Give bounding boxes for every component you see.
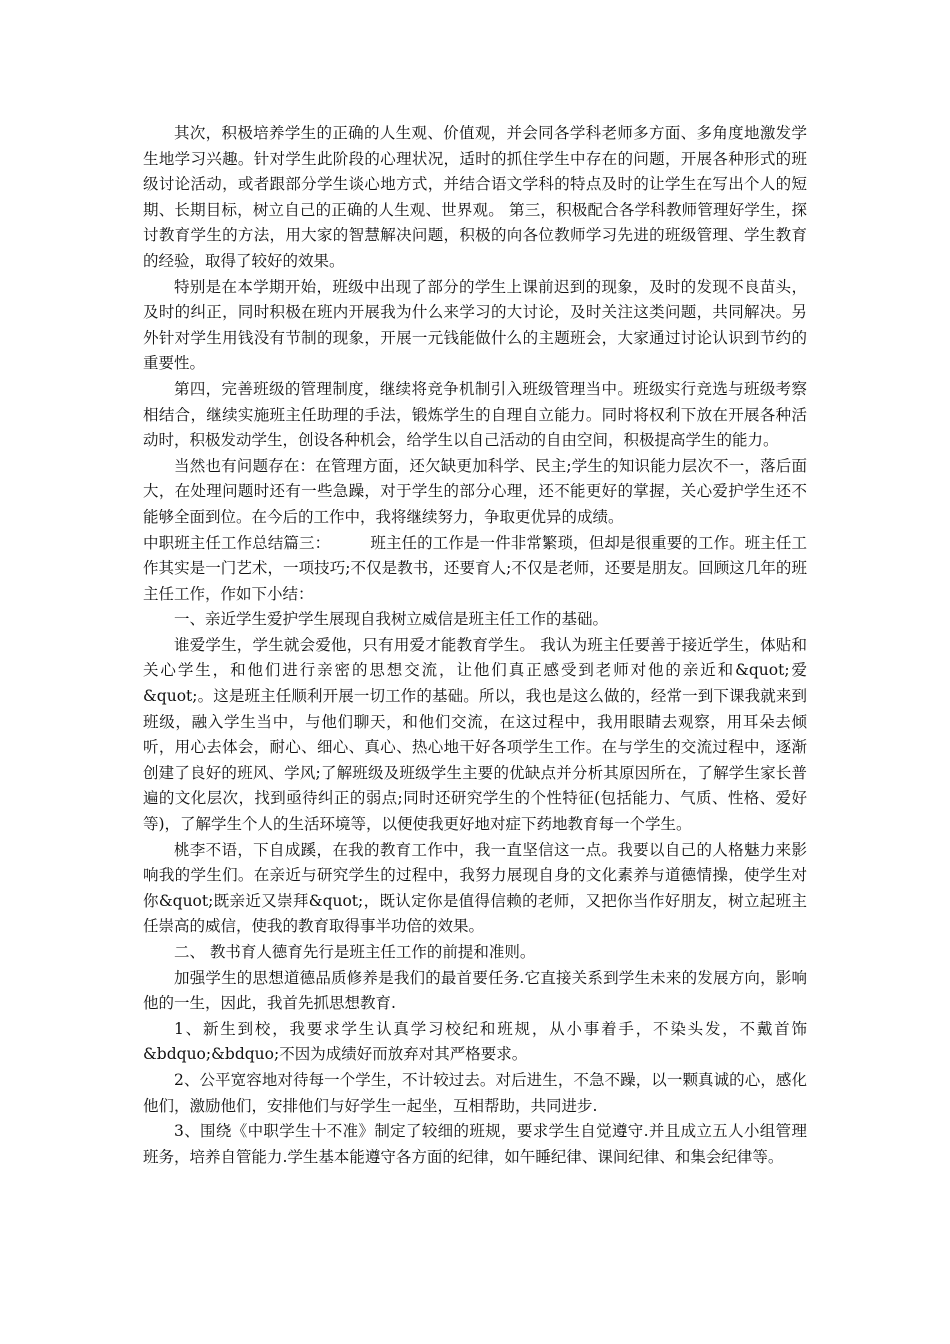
document-page <box>143 121 807 1170</box>
paragraph-4: 当然也有问题存在：在管理方面，还欠缺更加科学、民主;学生的知识能力层次不一，落后面大，在处理问题时还有一些急躁，对于学生的部分心理，还不能更好的掌握，关心爱护学生还不能够全面到位。在今后的工作中，我将继续努力，争取更优异的成绩。 <box>143 456 807 526</box>
paragraph-2: 特别是在本学期开始，班级中出现了部分的学生上课前迟到的现象，及时的发现不良苗头，及时的纠正，同时积极在班内开展我为什么来学习的大讨论，及时关注这类问题，共同解决。另外针对学生用钱没有节制的现象，开展一元钱能做什么的主题班会，大家通过讨论认识到节约的重要性。 <box>143 277 807 373</box>
subheading-2: 二、 教书育人德育先行是班主任工作的前提和准则。 <box>174 943 536 961</box>
subheading-1: 一、亲近学生爱护学生展现自我树立威信是班主任工作的基础。 <box>174 610 609 629</box>
paragraph-10: 加强学生的思想道德品质修养是我们的最首要任务.它直接关系到学生未来的发展方向，影响他的一生，因此，我首先抓思想教育. <box>143 968 807 1013</box>
paragraph-7: 谁爱学生，学生就会爱他，只有用爱才能教育学生。 我认为班主任要善于接近学生，体贴和关心学生，和他们进行亲密的思想交流，让他们真正感受到老师对他的亲近和&quot;爱&quot;。这是班主任顺利开展一切工作的基础。所以，我也是这么做的，经常一到下课我就来到班级，融入学生当中，与他们聊天，和他们交流，在这过程中，我用眼睛去观察，用耳朵去倾听，用心去体会，耐心、细心、真心、热心地干好各项学生工作。在与学生的交流过程中，逐渐创建了良好的班风、学风;了解班级及班级学生主要的优缺点并分析其原因所在，了解学生家长普遍的文化层次，找到亟待纠正的弱点;同时还研究学生的个性特征(包括能力、气质、性格、爱好等)，了解学生个人的生活环境等，以便使我更好地对症下药地教育每一个学生。 <box>143 635 807 834</box>
paragraph-1: 其次，积极培养学生的正确的人生观、价值观，并会同各学科老师多方面、多角度地激发学生地学习兴趣。针对学生此阶段的心理状况，适时的抓住学生中存在的问题，开展各种形式的班级讨论活动，或者跟部分学生谈心地方式，并结合语文学科的特点及时的让学生在写出个人的短期、长期目标，树立自己的正确的人生观、世界观。 第三，积极配合各学科教师管理好学生，探讨教育学生的方法，用大家的智慧解决问题，积极的向各位教师学习先进的班级管理、学生教育的经验，取得了较好的效果。 <box>143 124 807 270</box>
paragraph-3: 第四，完善班级的管理制度，继续将竞争机制引入班级管理当中。班级实行竞选与班级考察相结合，继续实施班主任助理的手法，锻炼学生的自理自立能力。同时将权利下放在开展各种活动时，积极发动学生，创设各种机会，给学生以自己活动的自由空间，积极提高学生的能力。 <box>143 379 807 450</box>
list-item-2: 2、公平宽容地对待每一个学生，不计较过去。对后进生，不急不躁，以一颗真诚的心，感化他们，激励他们，安排他们与好学生一起坐，互相帮助，共同进步. <box>143 1070 807 1115</box>
paragraph-8: 桃李不语，下自成蹊，在我的教育工作中，我一直坚信这一点。我要以自己的人格魅力来影响我的学生们。在亲近与研究学生的过程中，我努力展现自身的文化素养与道德情操，使学生对你&quot;既亲近又崇拜&quot;，既认定你是值得信赖的老师，又把你当作好朋友，树立起班主任崇高的威信，使我的教育取得事半功倍的效果。 <box>143 840 807 936</box>
list-item-1: 1、新生到校，我要求学生认真学习校纪和班规，从小事着手，不染头发，不戴首饰&bdquo;&bdquo;不因为成绩好而放弃对其严格要求。 <box>143 1019 807 1064</box>
list-item-3: 3、围绕《中职学生十不准》制定了较细的班规，要求学生自觉遵守.并且成立五人小组管理班务，培养自管能力.学生基本能遵守各方面的纪律，如午睡纪律、课间纪律、和集会纪律等。 <box>143 1122 807 1166</box>
section-heading-paragraph: 中职班主任工作总结篇三： 班主任的工作是一件非常繁琐，但却是很重要的工作。班主任工作其实是一门艺术，一项技巧;不仅是教书，还要育人;不仅是老师，还要是朋友。回顾这几年的班主任工作，作如下小结： <box>143 533 807 603</box>
